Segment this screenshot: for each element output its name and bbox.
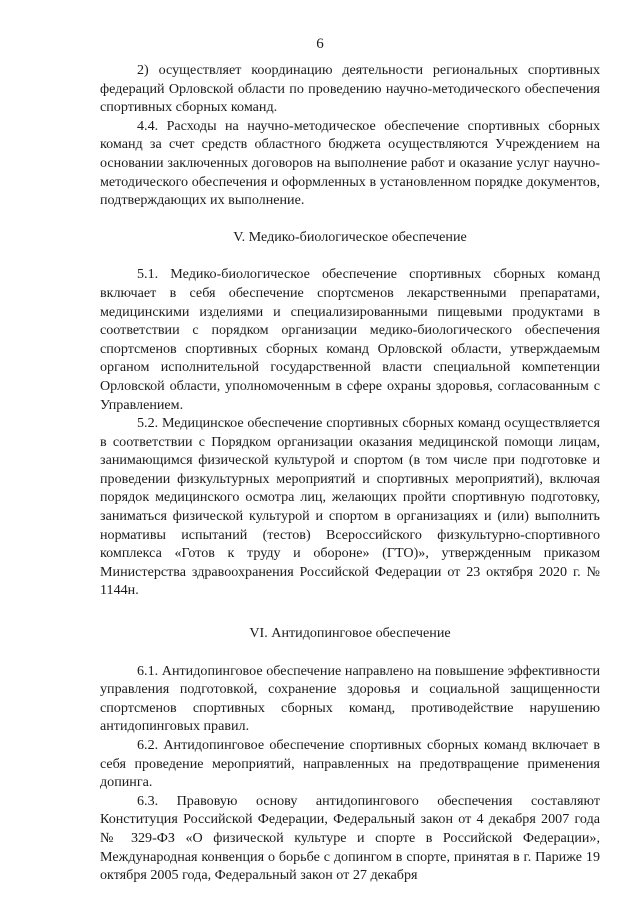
paragraph-5-1: 5.1. Медико-биологическое обеспечение спортивных сборных команд включает в себя обеспечение спортсменов лекарственными препаратами, медицинскими изделиями и специализированными пищевыми продуктами в соответствии с порядком организации медико-биологического обеспечения спортсменов спортивных сборных команд Орловской области, утверждаемым органом исполнительной государственной власти специальной компетенции Орловской области, уполномоченным в сфере охраны здоровья, согласованным с Управлением. bbox=[100, 266, 600, 413]
spacer bbox=[100, 643, 600, 662]
spacer bbox=[100, 246, 600, 265]
spacer bbox=[100, 210, 600, 228]
paragraph-4-3-2: 2) осуществляет координацию деятельности региональных спортивных федераций Орловской области по проведению научно-методического обеспечения спортивных сборных команд. bbox=[100, 62, 600, 116]
section-heading-antidoping: VI. Антидопинговое обеспечение bbox=[249, 625, 451, 642]
page-number: 6 bbox=[316, 36, 324, 52]
paragraph-6-2: 6.2. Антидопинговое обеспечение спортивных сборных команд включает в себя проведение мероприятий, направленных на предотвращение применения допинга. bbox=[100, 737, 600, 791]
document-body bbox=[100, 61, 600, 885]
paragraph-6-3: 6.3. Правовую основу антидопингового обеспечения составляют Конституция Российской Федерации, Федеральный закон от 4 декабря 2007 года № 329-ФЗ «О физической культуре и спорте в Российской Федерации», Международная конвенция о борьбе с допингом в спорте, принятая в г. Париже 19 октября 2005 года, Федеральный закон от 27 декабря bbox=[100, 792, 600, 884]
paragraph-4-4: 4.4. Расходы на научно-методическое обеспечение спортивных сборных команд за счет средств областного бюджета осуществляются Учреждением на основании заключенных договоров на выполнение работ и оказание услуг научно-методического обеспечения и оформленных в установленном порядке документов, подтверждающих их выполнение. bbox=[100, 117, 600, 209]
section-heading-medical: V. Медико-биологическое обеспечение bbox=[233, 228, 467, 245]
paragraph-6-1: 6.1. Антидопинговое обеспечение направлено на повышение эффективности управления подготовкой, сохранение здоровья и социальной защищенности спортсменов спортивных сборных команд, противодействие нарушению антидопинговых правил. bbox=[100, 662, 600, 735]
paragraph-5-2: 5.2. Медицинское обеспечение спортивных сборных команд осуществляется в соответствии с Порядком организации оказания медицинской помощи лицам, занимающимся физической культурой и спортом (в том числе при подготовке и проведении физкультурных мероприятий и спортивных мероприятий), включая порядок медицинского осмотра лиц, желающих пройти спортивную подготовку, заниматься физической культурой и спортом в организациях и (или) выполнить нормативы испытаний (тестов) Всероссийского физкультурно-спортивного комплекса «Готов к труду и обороне» (ГТО)», утвержденным приказом Министерства здравоохранения Российской Федерации от 23 октября 2020 г. № 1144н. bbox=[100, 415, 600, 599]
spacer bbox=[100, 600, 600, 624]
